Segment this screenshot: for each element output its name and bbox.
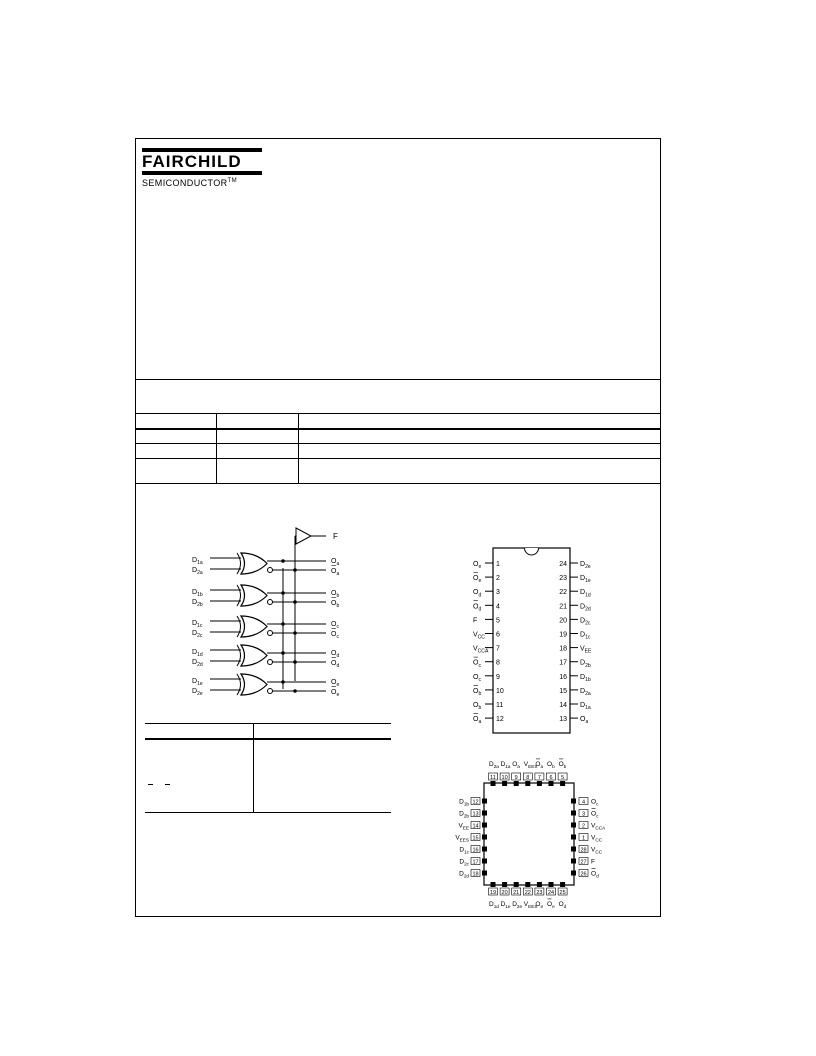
- pin-number: 21: [559, 603, 567, 611]
- xor-input-arc: [237, 585, 241, 606]
- inversion-bubble: [268, 631, 273, 636]
- pin-name: $O_c$: [473, 659, 481, 669]
- pin-name: $V_{EES}$: [523, 901, 538, 909]
- pin-name: $D_{1d}$: [489, 901, 499, 909]
- xor-input-arc: [237, 553, 241, 574]
- pin-pad: [482, 859, 487, 864]
- pin-pad: [482, 871, 487, 876]
- pin-name: $V_{EES}$: [523, 761, 538, 769]
- xor-gate: [241, 616, 267, 637]
- pin-name: $O_b$: [473, 702, 482, 712]
- pin-pad: [502, 882, 507, 887]
- pin-number: 14: [472, 823, 479, 830]
- pin-name: $D_{1b}$: [459, 798, 469, 807]
- input-label: $D_{1a}$: [192, 557, 203, 567]
- pin-number: 10: [501, 774, 508, 781]
- pin-pad: [537, 781, 542, 786]
- pin-name: $D_{2d}$: [459, 870, 469, 879]
- pin-number: 16: [472, 847, 479, 854]
- output-f-label: F: [333, 532, 338, 541]
- pin-number: 14: [559, 702, 567, 709]
- xor-gate: [241, 585, 267, 606]
- pin-name: F: [591, 858, 595, 866]
- logo-name: FAIRCHILD: [142, 152, 242, 171]
- pin-name: $D_{2d}$: [580, 603, 591, 613]
- pin-number: 9: [496, 673, 500, 681]
- pin-number: 12: [496, 716, 504, 724]
- pin-name: $D_{1c}$: [580, 631, 591, 641]
- pin-pad: [571, 835, 576, 840]
- pin-pad: [482, 823, 487, 828]
- output-inverted-label: $O_b$: [331, 600, 340, 610]
- pin-number: 5: [496, 617, 500, 625]
- buffer-symbol: [296, 528, 311, 544]
- pin-number: 9: [514, 774, 518, 781]
- pin-name: $D_{2b}$: [580, 659, 591, 669]
- pin-name: $O_c$: [473, 673, 481, 683]
- output-inverted-label: $O_c$: [331, 631, 339, 641]
- xor-input-arc: [237, 645, 241, 666]
- pin-number: 20: [559, 617, 567, 625]
- output-inverted-label: $O_a$: [331, 568, 340, 578]
- logic-diagram: [192, 528, 339, 698]
- pin-name: $D_{1e}$: [500, 901, 511, 909]
- input-label: $D_{1b}$: [192, 589, 203, 599]
- xor-gate: [241, 553, 267, 574]
- inversion-bubble: [268, 660, 273, 665]
- pin-number: 7: [496, 645, 500, 653]
- pin-pad: [571, 823, 576, 828]
- pin-name: $D_{2c}$: [459, 858, 469, 867]
- input-label: $D_{2e}$: [192, 688, 203, 698]
- pin-number: 8: [496, 659, 500, 667]
- output-label: $O_c$: [331, 621, 339, 631]
- input-label: $D_{2b}$: [192, 599, 203, 609]
- pin-number: 23: [559, 575, 567, 583]
- pin-number: 16: [559, 673, 567, 681]
- pin-number: 21: [513, 889, 520, 896]
- pin-name: $D_{1a}$: [580, 702, 591, 712]
- pin-name: $V_{EE}$: [580, 645, 592, 655]
- pin-number: 12: [472, 799, 479, 806]
- pin-number: 20: [501, 889, 508, 896]
- pin-name: $O_a$: [580, 716, 589, 726]
- pin-number: 4: [496, 603, 500, 611]
- pin-name: $O_c$: [591, 810, 599, 819]
- pin-name: $D_{1c}$: [459, 846, 469, 855]
- pin-pad: [502, 781, 507, 786]
- pin-name: $O_a$: [473, 716, 482, 726]
- pin-pad: [491, 882, 496, 887]
- pin-name: $D_{1d}$: [580, 589, 591, 599]
- pin-name: $O_e$: [535, 901, 544, 909]
- pin-pad: [525, 781, 530, 786]
- input-label: $D_{2c}$: [192, 630, 203, 640]
- pin-name: $O_d$: [558, 901, 567, 909]
- pin-number: 11: [490, 774, 496, 781]
- pin-number: 22: [559, 589, 567, 597]
- dip-connection-diagram: [473, 548, 592, 733]
- xor-input-arc: [237, 616, 241, 637]
- pin-number: 1: [581, 835, 586, 842]
- inversion-bubble: [268, 600, 273, 605]
- pin-name: $O_a$: [535, 761, 544, 769]
- pin-number: 27: [580, 859, 587, 866]
- pin-number: 17: [472, 859, 479, 866]
- pin-number: 24: [547, 889, 555, 896]
- plcc-body: [484, 783, 574, 885]
- pin-name: $V_{CC}$: [591, 846, 603, 855]
- pin-pad: [482, 847, 487, 852]
- pin-name: $O_b$: [558, 761, 567, 769]
- pin-pad: [482, 811, 487, 816]
- pin-pad: [482, 835, 487, 840]
- pin-name: $O_e$: [473, 575, 482, 585]
- pin-number: 28: [580, 847, 587, 854]
- xor-input-arc: [237, 674, 241, 695]
- pin-number: 18: [559, 645, 567, 653]
- pin-name: $D_{2c}$: [580, 617, 591, 627]
- pin-name: $V_{CC}$: [473, 631, 485, 641]
- pin-name: $O_e$: [473, 561, 482, 571]
- inversion-bubble: [268, 568, 273, 573]
- pin-name: $D_{1a}$: [500, 761, 511, 769]
- pin-name: $V_{CCA}$: [473, 645, 489, 655]
- pin-number: 11: [496, 702, 504, 709]
- output-label: $O_b$: [331, 590, 340, 600]
- pin-number: 22: [524, 889, 531, 896]
- junction-dot: [281, 622, 285, 626]
- output-label: $O_a$: [331, 558, 340, 568]
- pin-number: 4: [581, 799, 586, 806]
- pin-number: 15: [472, 835, 479, 842]
- junction-dot: [293, 660, 297, 664]
- input-label: $D_{1e}$: [192, 678, 203, 688]
- pin-pad: [571, 859, 576, 864]
- junction-dot: [293, 600, 297, 604]
- logo-sub: SEMICONDUCTOR: [142, 178, 228, 188]
- output-label: $O_e$: [331, 679, 340, 689]
- pin-name: $D_{2b}$: [459, 810, 469, 819]
- pin-name: $O_b$: [547, 761, 555, 769]
- pin-pad: [537, 882, 542, 887]
- pin-pad: [549, 781, 554, 786]
- pin-name: $V_{EE}$: [458, 822, 469, 831]
- pin-pad: [514, 882, 519, 887]
- pin-name: $O_d$: [473, 603, 482, 613]
- pin-name: $D_{2e}$: [580, 561, 591, 571]
- pin-number: 6: [549, 774, 553, 781]
- pin-number: 2: [581, 823, 586, 830]
- pin-pad: [549, 882, 554, 887]
- pin-number: 25: [559, 889, 566, 896]
- pin-number: 18: [472, 871, 479, 878]
- pin-name: $O_d$: [591, 870, 599, 879]
- pin-number: 1: [496, 561, 500, 568]
- pin-number: 24: [559, 561, 567, 568]
- pin-name: $D_{2e}$: [512, 901, 523, 909]
- junction-dot: [281, 680, 285, 684]
- pin-name: $V_{CC}$: [591, 834, 603, 843]
- pin-number: 15: [559, 687, 567, 695]
- input-label: $D_{1d}$: [192, 649, 203, 659]
- pin-number: 10: [496, 687, 504, 695]
- junction-dot: [281, 559, 285, 563]
- input-label: $D_{1c}$: [192, 620, 203, 630]
- output-inverted-label: $O_e$: [331, 689, 340, 699]
- pin-number: 7: [537, 774, 541, 781]
- pin-number: 2: [496, 575, 500, 583]
- pin-name: $O_c$: [591, 798, 599, 807]
- output-inverted-label: $O_d$: [331, 660, 340, 670]
- pin-number: 13: [559, 716, 567, 724]
- pin-number: 13: [472, 811, 479, 818]
- pin-pad: [525, 882, 530, 887]
- pin-number: 6: [496, 631, 500, 639]
- pin-name: $O_b$: [473, 687, 482, 697]
- pin-name: $D_{2a}$: [489, 761, 499, 769]
- pin-number: 3: [496, 589, 500, 597]
- pin-number: 23: [536, 889, 543, 896]
- pin-pad: [571, 871, 576, 876]
- junction-dot: [293, 689, 297, 693]
- pin-number: 3: [581, 811, 586, 818]
- pin-number: 8: [526, 774, 530, 781]
- pin-name: $O_a$: [512, 761, 520, 769]
- pin-number: 5: [561, 774, 565, 781]
- inversion-bubble: [268, 689, 273, 694]
- pin-number: 19: [559, 631, 567, 639]
- pin-name: $D_{1e}$: [580, 575, 591, 585]
- pin-number: 19: [489, 889, 497, 896]
- pin-pad: [571, 811, 576, 816]
- junction-dot: [281, 591, 285, 595]
- junction-dot: [293, 568, 297, 572]
- input-label: $D_{2d}$: [192, 659, 203, 669]
- pin-pad: [491, 781, 496, 786]
- input-label: $D_{2a}$: [192, 567, 203, 577]
- pin-name: $O_d$: [473, 589, 482, 599]
- pin-name: $D_{2a}$: [580, 687, 591, 697]
- pin-number: 26: [580, 871, 587, 878]
- xor-gate: [241, 674, 267, 695]
- logo-tm: TM: [227, 178, 238, 184]
- pin-name: $V_{EES}$: [455, 834, 469, 843]
- pin-pad: [482, 799, 487, 804]
- junction-dot: [281, 651, 285, 655]
- pin-name: $D_{1b}$: [580, 673, 591, 683]
- pin-pad: [571, 799, 576, 804]
- pin-pad: [571, 847, 576, 852]
- xor-gate: [241, 645, 267, 666]
- pin-name: $O_e$: [547, 901, 555, 909]
- pin-pad: [514, 781, 519, 786]
- pin-pad: [560, 882, 565, 887]
- pin-pad: [560, 781, 565, 786]
- junction-dot: [293, 631, 297, 635]
- pin-number: 17: [559, 659, 567, 667]
- plcc-connection-diagram: [455, 759, 606, 909]
- pin-name: $V_{CCA}$: [591, 822, 606, 831]
- pin-name: F: [473, 617, 478, 625]
- output-label: $O_d$: [331, 650, 340, 660]
